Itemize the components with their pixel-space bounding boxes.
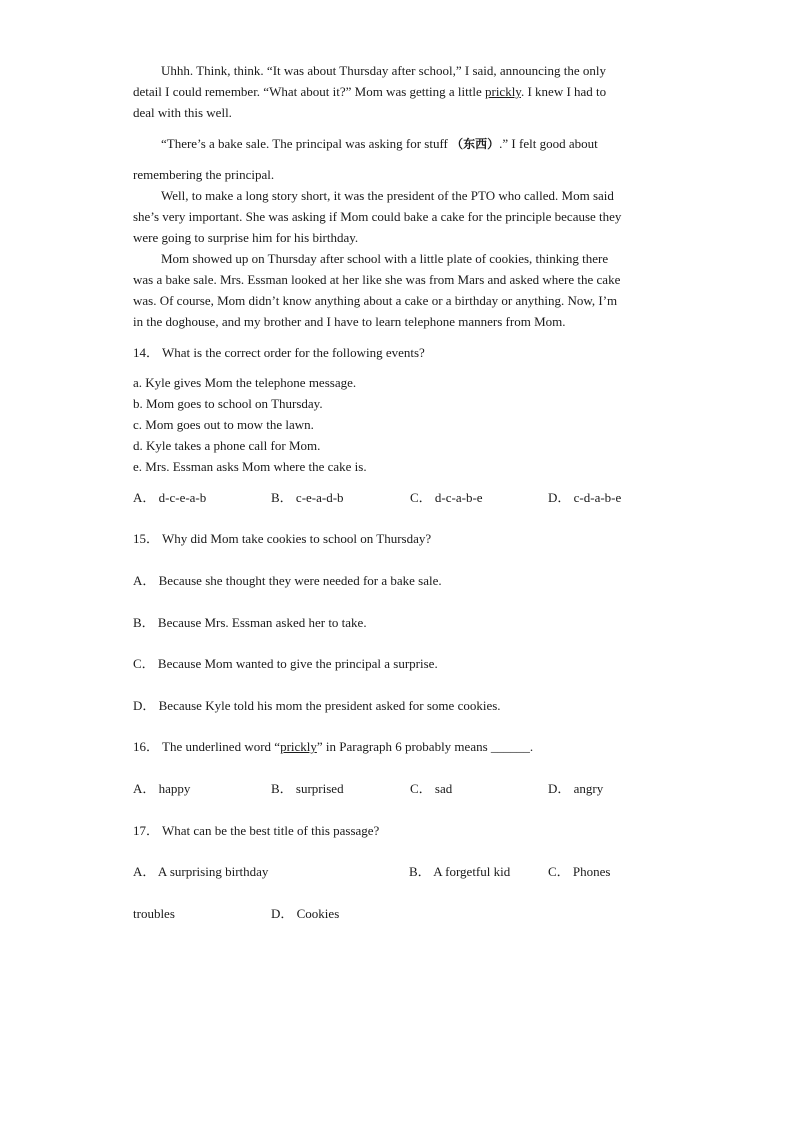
question-16-stem [133, 739, 533, 755]
event-item: c. Mom goes out to mow the lawn. [133, 417, 314, 432]
q17-option-d: D． Cookies [271, 906, 340, 921]
q17-option-b: B． A forgetful kid [409, 864, 511, 879]
passage-line: remembering the principal. [133, 167, 275, 182]
q15-option-c: C． Because Mom wanted to give the principal a surprise. [133, 656, 438, 671]
chinese-gloss: （东西） [451, 137, 500, 151]
text-segment: 16． The underlined word “ [133, 739, 281, 754]
text-segment: “There’s a bake sale. The principal was asking for stuff [161, 136, 452, 151]
q17-option-c-continued: troubles [133, 906, 175, 921]
passage-line: in the doghouse, and my brother and I have to learn telephone manners from Mom. [133, 314, 566, 329]
q14-option-d: D． c-d-a-b-e [548, 490, 622, 505]
q17-option-a: A． A surprising birthday [133, 864, 269, 879]
text-segment: detail I could remember. “What about it?” Mom was getting a little [133, 84, 485, 99]
q17-option-c: C． Phones [548, 864, 611, 879]
underlined-word: prickly [484, 84, 521, 99]
event-item: b. Mom goes to school on Thursday. [133, 396, 323, 411]
q14-option-b: B． c-e-a-d-b [271, 490, 344, 505]
q15-option-a: A． Because she thought they were needed for a bake sale. [133, 573, 442, 588]
q15-option-d: D． Because Kyle told his mom the president asked for some cookies. [133, 698, 501, 713]
q14-option-c: C． d-c-a-b-e [410, 490, 483, 505]
passage-line: Uhhh. Think, think. “It was about Thursday after school,” I said, announcing the only [161, 63, 607, 78]
passage-line: deal with this well. [133, 105, 232, 120]
event-item: a. Kyle gives Mom the telephone message. [133, 375, 357, 390]
question-15-stem: 15． Why did Mom take cookies to school on Thursday? [133, 531, 432, 546]
underlined-word: prickly [280, 739, 317, 754]
q16-option-a: A． happy [133, 781, 191, 796]
question-17-stem: 17． What can be the best title of this passage? [133, 823, 380, 838]
q14-option-a: A． d-c-e-a-b [133, 490, 207, 505]
passage-line [161, 136, 598, 152]
passage-line [133, 84, 606, 100]
text-segment: . I knew I had to [520, 84, 607, 99]
text-segment: .” I felt good about [499, 136, 598, 151]
event-item: d. Kyle takes a phone call for Mom. [133, 438, 321, 453]
passage-line: Mom showed up on Thursday after school with a little plate of cookies, thinking there [161, 251, 609, 266]
passage-line: was a bake sale. Mrs. Essman looked at her like she was from Mars and asked where the cake [133, 272, 621, 287]
passage-line: were going to surprise him for his birthday. [133, 230, 359, 245]
event-item: e. Mrs. Essman asks Mom where the cake is. [133, 459, 367, 474]
passage-line: was. Of course, Mom didn’t know anything about a cake or a birthday or anything. Now, I’m [133, 293, 618, 308]
q15-option-b: B． Because Mrs. Essman asked her to take. [133, 615, 367, 630]
question-14-stem: 14． What is the correct order for the following events? [133, 345, 425, 360]
passage-line: she’s very important. She was asking if Mom could bake a cake for the principle because they [133, 209, 622, 224]
q16-option-c: C． sad [410, 781, 453, 796]
text-segment: ” in Paragraph 6 probably means ______. [316, 739, 534, 754]
q16-option-d: D． angry [548, 781, 604, 796]
passage-line: Well, to make a long story short, it was the president of the PTO who called. Mom said [161, 188, 614, 203]
q16-option-b: B． surprised [271, 781, 344, 796]
